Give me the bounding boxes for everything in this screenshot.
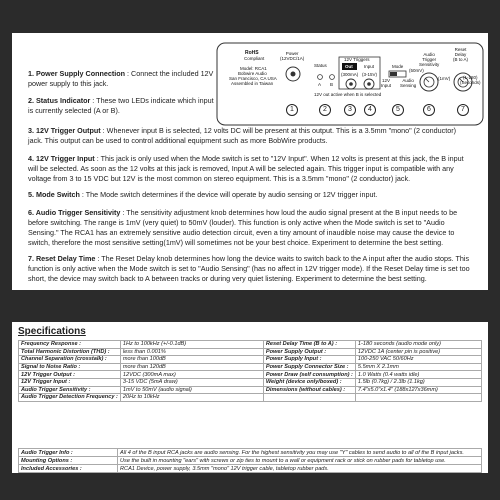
- reset-delay-label: Reset Delay (B to A): [453, 47, 469, 62]
- callout-4: 4: [364, 104, 376, 116]
- assembled-label: Assembled in Taiwan: [231, 81, 274, 86]
- specifications-table: [18, 340, 482, 402]
- specifications-notes-table: [18, 448, 482, 473]
- item-trigger-output: 3. 12V Trigger Output : Whenever input B is selected, 12 volts DC will be present at this output. This is a 3.5mm "mono" (2 conductor) jack. This output can be used to control additional equipment such as more BobWire products.: [28, 126, 457, 145]
- item-reset-delay: 7. Reset Delay Time : The Reset Delay knob determines how long the device waits to switch back to the A input after the audio stops. This function is only active when the Mode switch is set to "Audio Sensing" (has no affect in 12V trigger mode). If the Reset Delay time is set too short, the device may switch back to A between tracks or during very quiet listening. Experiment to determine the best setting.: [28, 254, 470, 283]
- rohs-compliant-label: Compliant: [244, 56, 265, 61]
- table-row: Signal to Noise Ratio : more than 120dB Power Supply Connector Size : 5.5mm X 2.1mm: [19, 363, 482, 371]
- trigger-in-label: Input: [364, 64, 375, 69]
- status-a-label: A: [318, 82, 322, 87]
- trigger-note: 12V out active when B is selected: [314, 92, 382, 97]
- table-row: 12V Trigger Output : 12VDC (300mA max) Power Draw (self consumption) : 1.0 Watts (0.4 watts idle): [19, 371, 482, 379]
- audio-sensitivity-label: Audio Trigger Sensitivity: [419, 52, 440, 67]
- mode-audio-label: Audio Sensing: [400, 78, 417, 88]
- mode-12v-label: 12V Input: [381, 78, 392, 88]
- status-b-label: B: [330, 82, 334, 87]
- callout-5: 5: [392, 104, 404, 116]
- callout-7: 7: [457, 104, 469, 116]
- table-row: Mounting Options : Use the built in mounting "ears" with screws or zip ties to mount to a wall or equipment rack or stick on rubber pads for tabletop use.: [19, 457, 482, 465]
- table-row: Audio Trigger Sensitivity : 1mV to 50mV (audio signal) Dimensions (without cables) : 7.4"x5.0"x1.4" (188x127x36mm): [19, 386, 482, 394]
- brand-label: Bobwire Audio: [238, 71, 267, 76]
- item-trigger-input: 4. 12V Trigger Input : This jack is only used when the Mode switch is set to "12V Input". When 12 volts is present at this jack, the B input will be selected. As soon as the 12 volts at this jack is removed, Input A will be selected again. This trigger input is compatible with any voltage from 3 to 15 VDC but 12V is the most common on stereo equipment. This is a 3.5mm "mono" (2 conductor) jack.: [28, 154, 464, 183]
- item-audio-sensitivity: 6. Audio Trigger Sensitivity : The sensitivity adjustment knob determines how loud the audio signal present at the B input needs to be before switching. The range is 1mV (very quiet) to 50mV (louder). This function is only active when the Mode switch is set to "Audio Sensing." The RCA1 has an extremely sensitive audio detection circuit, even a tiny amount of inaudible noise may cause the device to switch, therefore the most sensitive setting(1mV) will sometimes not be your best choice. Experiment to determine the best setting.: [28, 208, 458, 247]
- table-row: Channel Separation (crosstalk) : more than 100dB Power Supply Input : 100-250 VAC 50/60Hz: [19, 356, 482, 364]
- table-row: 12V Trigger Input : 3-15 VDC (5mA draw) Weight (device only/boxed) : 1.5lb (0.7kg) / 2.3lb (1.1kg): [19, 378, 482, 386]
- city-label: San Francisco, CA USA: [229, 76, 277, 81]
- status-label: Status: [314, 63, 327, 68]
- item-status-indicator: 2. Status Indicator : These two LEDs indicate which input is currently selected (A or B).: [28, 96, 214, 115]
- specifications-title: Specifications: [18, 326, 86, 337]
- table-row: Included Accessories : RCA1 Device, power supply, 3.5mm "mono" 12V trigger cable, tabletop rubber pads.: [19, 465, 482, 473]
- item-power-supply: 1. Power Supply Connection : Connect the included 12V power supply to this jack.: [28, 69, 214, 88]
- callout-1: 1: [286, 104, 298, 116]
- rohs-mark: RoHS: [245, 50, 259, 56]
- callout-2: 2: [319, 104, 331, 116]
- table-row: Total Harmonic Distortion (THD) : less than 0.001% Power Supply Output : 12VDC 1A (center pin is positive): [19, 348, 482, 356]
- table-row: Audio Trigger Detection Frequency : 20Hz to 10kHz: [19, 394, 482, 402]
- trigger-in-rating: (3-15V): [362, 72, 378, 77]
- rear-panel-diagram: [216, 42, 484, 126]
- audio-max-label: (1mV): [438, 76, 451, 81]
- callout-6: 6: [423, 104, 435, 116]
- rear-panel-guide: [12, 33, 488, 290]
- table-row: Frequency Response : 1Hz to 100kHz (+/-0.1dB) Reset Delay Time (B to A) : 1-180 seconds (audio mode only): [19, 341, 482, 349]
- mode-label: Mode: [392, 64, 404, 69]
- trigger-out-rating: (300mA): [341, 72, 359, 77]
- power-jack-label: Power (12VDC/1A): [280, 51, 305, 61]
- reset-range-label: (1-180) (Seconds): [460, 75, 481, 85]
- item-mode-switch: 5. Mode Switch : The Mode switch determines if the device will operate by audio sensing or 12V trigger input.: [28, 190, 378, 199]
- audio-min-label: (50mV): [409, 68, 424, 73]
- callout-3: 3: [344, 104, 356, 116]
- table-row: Audio Trigger Info : All 4 of the B input RCA jacks are audio sensing. For the highest sensitivity you may use "Y" cables to send audio to all of the B input jacks.: [19, 449, 482, 457]
- trigger-out-label: Out: [345, 64, 353, 69]
- model-label: Model: RCA1: [240, 66, 267, 71]
- triggers-label: 12V Triggers: [344, 57, 370, 62]
- specifications-panel: [12, 322, 488, 473]
